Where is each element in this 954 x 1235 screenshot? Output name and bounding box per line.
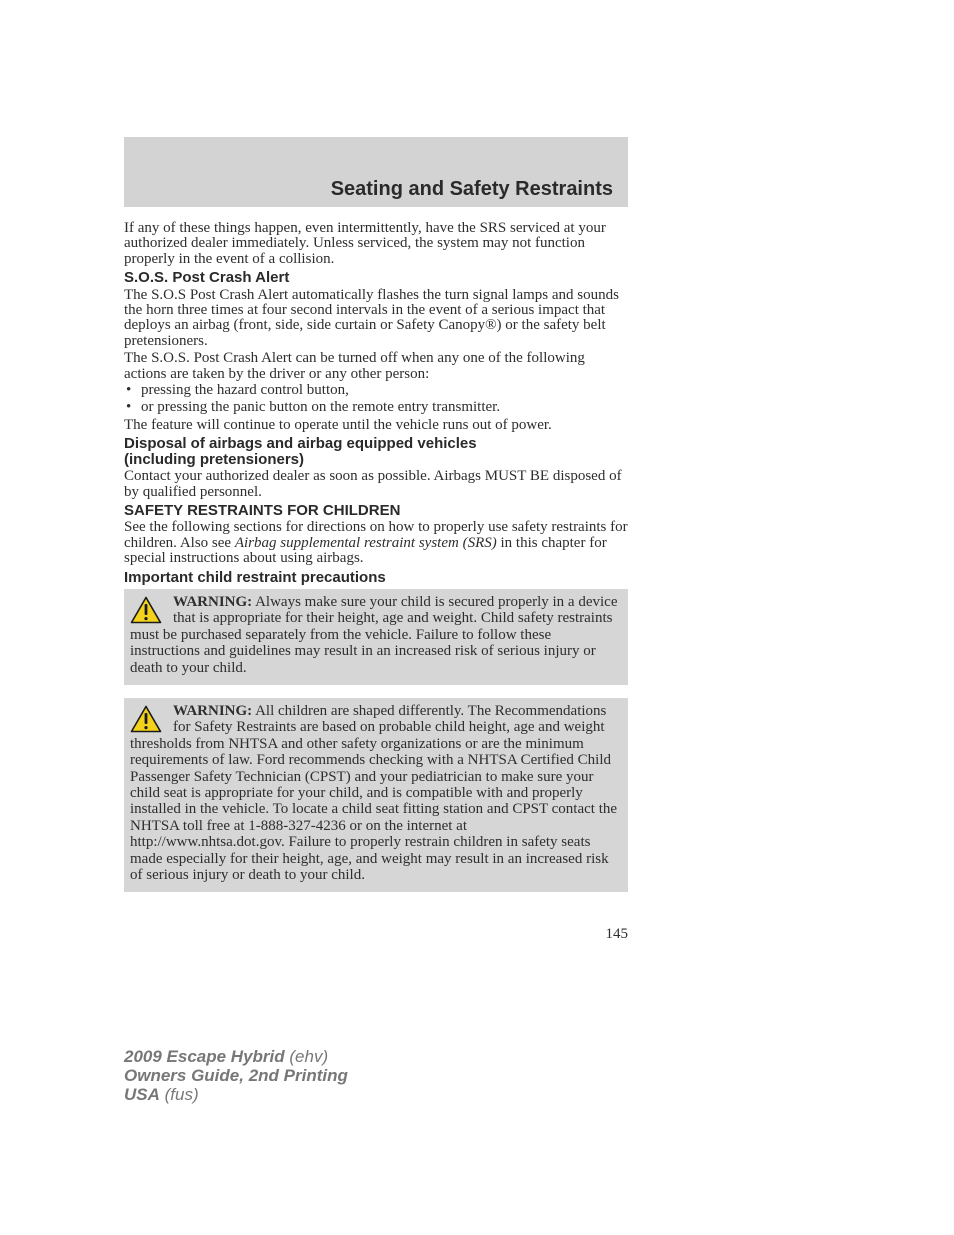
footer-line-3: [124, 1085, 348, 1104]
sos-paragraph-2: The S.O.S. Post Crash Alert can be turned off when any one of the following actions are taken by the driver or any other person:: [124, 350, 585, 382]
warning-text: Always make sure your child is secured properly in a device that is appropriate for their height, age and weight. Child safety restraints must be purchased separately from the vehicle. Failure to follow these instructions and guidelines may result in an increased risk of serious injury or death to your child.: [130, 593, 618, 676]
sos-paragraph-3: The feature will continue to operate until the vehicle runs out of power.: [124, 416, 552, 433]
bullet-dot: •: [126, 382, 132, 399]
warning-triangle-icon: [130, 596, 162, 624]
disposal-heading-line-2: (including pretensioners): [124, 450, 305, 468]
list-item: [124, 400, 628, 415]
footer-market: USA: [124, 1085, 160, 1104]
bullet-text: or pressing the panic button on the remote entry transmitter.: [141, 399, 501, 416]
footer-line-1: [124, 1047, 348, 1066]
sos-bullet-list: [124, 383, 628, 416]
warning-label: WARNING:: [173, 702, 253, 719]
disposal-paragraph: Contact your authorized dealer as soon as possible. Airbags MUST BE disposed of by qualified personnel.: [124, 468, 622, 500]
precautions-heading: Important child restraint precautions: [124, 568, 386, 586]
children-heading: SAFETY RESTRAINTS FOR CHILDREN: [124, 501, 401, 519]
footer-model-code: (ehv): [284, 1047, 329, 1066]
warning-box: [124, 698, 628, 892]
disposal-heading-line-1: Disposal of airbags and airbag equipped vehicles: [124, 435, 477, 453]
footer-model: 2009 Escape Hybrid: [124, 1047, 285, 1066]
page-content: [124, 221, 628, 892]
children-paragraph: [124, 520, 628, 566]
warning-box: [124, 589, 628, 685]
warning-label: WARNING:: [173, 593, 253, 610]
section-header-band: [124, 137, 628, 207]
intro-paragraph: If any of these things happen, even intermittently, have the SRS serviced at your authorized dealer immediately. Unless serviced, the system may not function properly in the event of a collision.: [124, 220, 606, 267]
children-text-before: See the following sections for directions on how to properly use safety restraints for children. Also see: [124, 519, 628, 551]
sos-paragraph-1: The S.O.S Post Crash Alert automatically flashes the turn signal lamps and sounds the horn three times at four second intervals in the event of a serious impact that deploys an airbag (front, side, side curtain or Safety Canopy®) or the safety belt pretensioners.: [124, 286, 619, 349]
disposal-heading: [124, 436, 628, 467]
children-text-after: in this chapter for special instructions about using airbags.: [124, 534, 607, 567]
sos-heading: S.O.S. Post Crash Alert: [124, 269, 290, 287]
page-number: 145: [605, 926, 628, 942]
srs-cross-reference: Airbag supplemental restraint system (SRS): [234, 534, 497, 551]
warning-triangle-icon: [130, 705, 162, 733]
list-item: [124, 383, 628, 398]
footer-printing: Owners Guide, 2nd Printing: [124, 1066, 348, 1085]
footer-market-code: (fus): [159, 1085, 199, 1104]
section-title: Seating and Safety Restraints: [330, 178, 613, 200]
footer-line-2: [124, 1066, 348, 1085]
bullet-text: pressing the hazard control button,: [141, 382, 349, 399]
document-footer: [124, 1047, 348, 1104]
bullet-dot: •: [126, 399, 132, 416]
warning-text: All children are shaped differently. The Recommendations for Safety Restraints are based on probable child height, age and weight thresholds from NHTSA and other safety organizations or are the minimum requirements of law. Ford recommends checking with a NHTSA Certified Child Passenger Safety Technician (CPST) and your pediatrician to make sure your child seat is appropriate for your child, and is compatible with and properly installed in the vehicle. To locate a child seat fitting station and CPST contact the NHTSA toll free at 1-888-327-4236 or on the internet at http://www.nhtsa.dot.gov. Failure to properly restrain children in safety seats made especially for their height, age, and weight may result in an increased risk of serious injury or death to your child.: [130, 702, 618, 884]
